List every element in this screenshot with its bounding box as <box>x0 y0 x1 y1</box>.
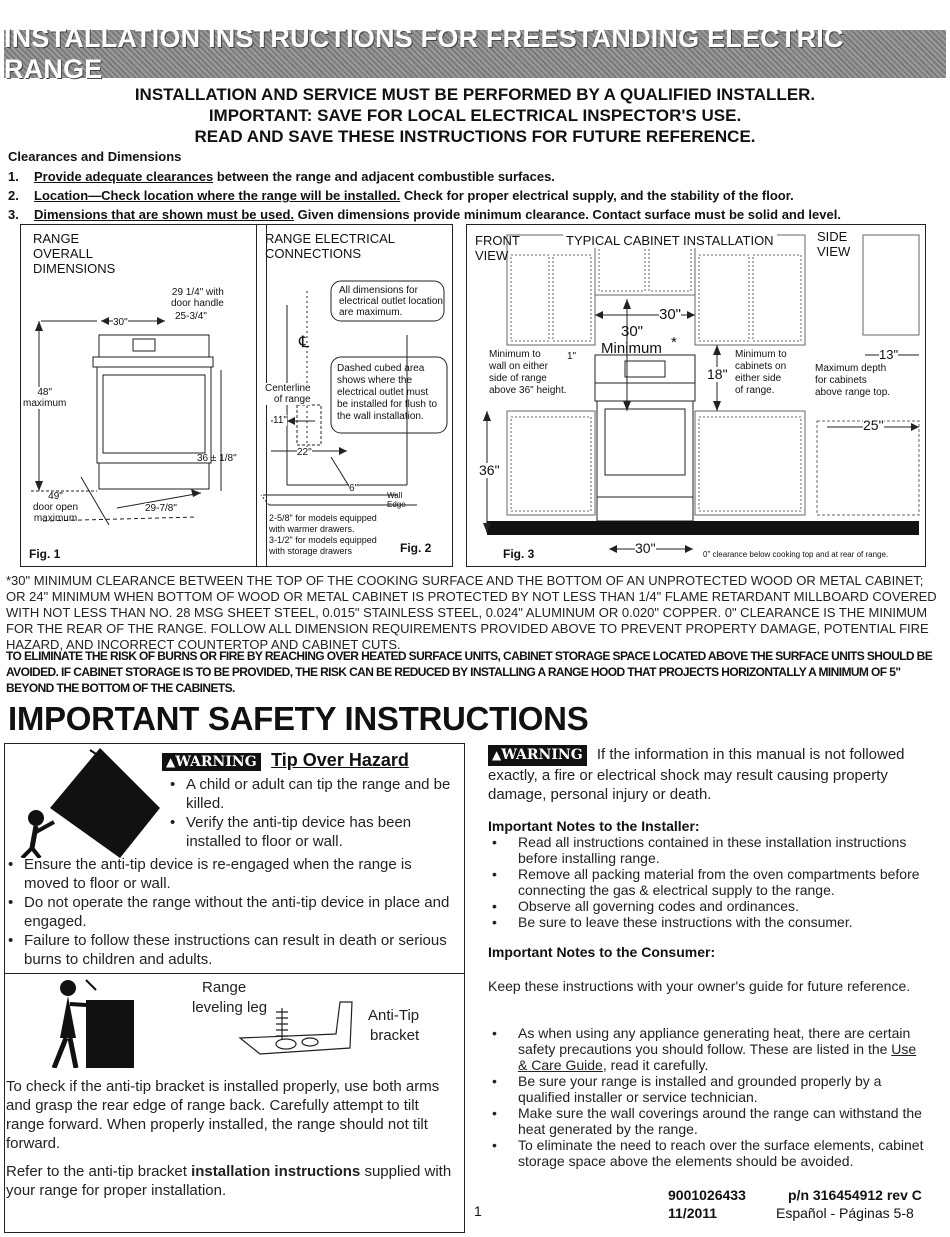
fig2-note2 <box>337 363 437 423</box>
label-line: Range <box>202 979 247 996</box>
dim-line: 49" <box>48 491 63 502</box>
consumer-note: • To eliminate the need to reach over the surface elements, cabinet storage space above the elements should be avoided. <box>488 1137 928 1169</box>
step-2 <box>8 186 841 205</box>
fig3-dim-1: 1" <box>567 351 577 362</box>
fig3-left-note <box>489 349 567 397</box>
note-line: for cabinets <box>815 375 867 386</box>
tip-bullets-bottom <box>6 855 458 969</box>
fig3-dim-13: 13" <box>879 347 899 362</box>
warning-word: WARNING <box>501 747 583 763</box>
tip-over-divider <box>4 973 465 974</box>
consumer-notes <box>488 944 928 960</box>
note-line: cabinets on <box>735 361 787 372</box>
spanish-pages: Español - Páginas 5-8 <box>776 1205 914 1221</box>
leveling-leg-label <box>192 978 267 1018</box>
step-text: Check for proper electrical supply, and the stability of the floor. <box>400 188 794 203</box>
anti-tip-refer-text <box>6 1162 458 1200</box>
fig2-wall-edge <box>387 491 406 509</box>
fig2-dim-6: 6" <box>349 483 359 494</box>
anti-tip-label <box>368 1006 419 1046</box>
note-line: of range. <box>735 385 775 396</box>
fig3-dim-25: 25" <box>863 417 884 433</box>
keep-instructions: Keep these instructions with your owner's guide for future reference. <box>488 978 911 994</box>
step-text: between the range and adjacent combustible surfaces. <box>213 169 555 184</box>
note-line: above range top. <box>815 387 891 398</box>
anti-tip-check-text: To check if the anti-tip bracket is installed properly, use both arms and grasp the rear edge of range back. Carefully attempt to tilt range forward. When properly installed, the range should not tilt forward. <box>6 1078 440 1152</box>
note-line: 2-5/8" for models equipped <box>269 513 377 523</box>
tip-bullets-top <box>168 775 458 851</box>
note-line: electrical outlet must <box>337 387 429 398</box>
warning-word: WARNING <box>175 754 257 770</box>
note-line: with warmer drawers. <box>269 524 355 534</box>
warning-badge <box>162 753 261 771</box>
dim-line: 48" <box>37 387 53 398</box>
centerline-symbol: ℄ <box>299 334 310 351</box>
note-line: Edge <box>387 500 406 509</box>
fig2-models-note <box>269 513 377 557</box>
fig1-title-line: RANGE <box>33 231 80 246</box>
fig2-label: Fig. 2 <box>400 541 432 555</box>
note-line: of range <box>273 394 311 405</box>
fig1-width-25: 25-3/4" <box>175 311 207 322</box>
note-line: either side <box>735 373 782 384</box>
risk-paragraph: TO ELIMINATE THE RISK OF BURNS OR FIRE BY REACHING OVER HEATED SURFACE UNITS, CABINET STORAGE SPACE LOCATED ABOVE THE SURFACE UNITS SHOULD BE AVOIDED. IF CABINET STORAGE IS TO BE PROVIDED, THE RISK CAN BE REDUCED BY INSTALLING A RANGE HOOD THAT PROJECTS HORIZONTALLY A MINIMUM OF 5" BEYOND THE BOTTOM OF THE CABINETS. <box>6 649 933 695</box>
figure-1 <box>20 224 267 567</box>
tip-bullet: • Failure to follow these instructions can result in death or serious burns to children and adults. <box>6 931 458 969</box>
tip-over-title: Tip Over Hazard <box>271 750 409 770</box>
note-line: above 36" height. <box>489 385 567 396</box>
step-text: Given dimensions provide minimum clearance. Contact surface must be solid and level. <box>294 207 841 222</box>
dim-line: door open <box>33 502 79 513</box>
note-line: with storage drawers <box>269 546 353 556</box>
tip-warning-header <box>162 750 409 771</box>
installer-note: • Observe all governing codes and ordinances. <box>488 898 928 914</box>
fig1-width-30: 30" <box>113 317 128 328</box>
figure-3 <box>466 224 926 567</box>
figure-2 <box>256 224 453 567</box>
warning-text: exactly, a fire or electrical shock may result causing property damage, personal injury or death. <box>488 767 888 803</box>
consumer-note: • Make sure the wall coverings around the range can withstand the heat generated by the range. <box>488 1105 928 1137</box>
heading-3: READ AND SAVE THESE INSTRUCTIONS FOR FUTURE REFERENCE. <box>194 127 756 146</box>
dim-line: Minimum <box>601 340 662 357</box>
warning-text: If the information in this manual is not followed <box>596 746 905 763</box>
fig1-height-36: 36 ± 1/8" <box>197 453 237 464</box>
step-num: 3. <box>8 207 19 222</box>
fig3-dim-30a: 30" <box>659 306 682 323</box>
warning-badge <box>488 745 587 766</box>
refer-text: supplied with your range for proper installation. <box>6 1163 452 1199</box>
fig2-title <box>265 231 395 261</box>
tip-bullet: • Ensure the anti-tip device is re-engaged when the range is moved to floor or wall. <box>6 855 458 893</box>
page-number: 1 <box>474 1203 482 1219</box>
warning-paragraph <box>488 745 928 804</box>
note-line: Minimum to <box>735 349 787 360</box>
fig3-title: TYPICAL CABINET INSTALLATION <box>563 233 777 248</box>
note-line: Dashed cubed area <box>337 363 425 374</box>
tip-bullet: • Do not operate the range without the anti-tip device in place and engaged. <box>6 893 458 931</box>
fig1-depth: 29-7/8" <box>145 503 177 514</box>
step-3 <box>8 205 841 224</box>
fig3-depth-note <box>815 363 890 399</box>
installer-note: • Be sure to leave these instructions with the consumer. <box>488 914 928 930</box>
fig1-handle-note <box>171 287 224 309</box>
tip-bullet: • Verify the anti-tip device has been installed to floor or wall. <box>168 813 458 851</box>
fig3-right-note <box>735 349 787 397</box>
tip-over-illustration <box>10 748 160 858</box>
note-line: be installed for flush to <box>337 399 438 410</box>
dim-line: maximum <box>23 398 67 409</box>
doc-code: 9001026433 <box>668 1187 746 1203</box>
view-line: FRONT <box>475 233 520 248</box>
fig3-side-view <box>817 229 850 259</box>
warning-triangle-icon: ▲ <box>166 755 176 769</box>
note-line: 29 1/4" with <box>171 287 224 298</box>
fig2-dim-11: 11" <box>273 415 287 426</box>
consumer-list <box>488 1025 928 1169</box>
clearances-title: Clearances and Dimensions <box>8 149 182 164</box>
label-line: Anti-Tip <box>368 1007 420 1024</box>
view-line: VIEW <box>817 244 851 259</box>
title-banner <box>4 23 946 84</box>
heading-2: IMPORTANT: SAVE FOR LOCAL ELECTRICAL INSPECTOR'S USE. <box>208 106 742 125</box>
fig1-title-line: DIMENSIONS <box>33 261 116 276</box>
step-1 <box>8 167 841 186</box>
note-line: 3-1/2" for models equipped <box>269 535 377 545</box>
safety-title: IMPORTANT SAFETY INSTRUCTIONS <box>8 700 589 737</box>
consumer-note <box>488 1025 928 1073</box>
view-line: VIEW <box>475 248 509 263</box>
label-line: leveling leg <box>192 999 268 1016</box>
steps-list <box>8 167 841 224</box>
fig3-dim-36: 36" <box>479 462 500 478</box>
step-underlined: Provide adequate clearances <box>34 169 214 184</box>
consumer-notes-title: Important Notes to the Consumer: <box>488 944 716 960</box>
fig3-min-30 <box>601 323 662 357</box>
banner-title: INSTALLATION INSTRUCTIONS FOR FREESTANDING ELECTRIC RANGE <box>4 23 844 84</box>
consumer-note: • Be sure your range is installed and grounded properly by a qualified installer or service technician. <box>488 1073 928 1105</box>
doc-date: 11/2011 <box>668 1205 718 1221</box>
fig3-front-view <box>475 233 520 263</box>
note-text: , read it carefully. <box>602 1057 709 1073</box>
note-line: the wall installation. <box>337 411 424 422</box>
refer-bold: installation instructions <box>191 1163 361 1180</box>
tip-bullet: • A child or adult can tip the range and be killed. <box>168 775 458 813</box>
part-number: p/n 316454912 rev C <box>788 1187 922 1203</box>
note-line: All dimensions for <box>339 285 418 296</box>
refer-text: Refer to the anti-tip bracket <box>6 1163 192 1180</box>
label-line: bracket <box>370 1027 420 1044</box>
fig2-note1 <box>339 285 443 318</box>
fig2-centerline <box>265 383 311 405</box>
clearance-paragraph: *30" MINIMUM CLEARANCE BETWEEN THE TOP OF THE COOKING SURFACE AND THE BOTTOM OF AN UNPROTECTED WOOD OR METAL CABINET; OR 24" MINIMUM WHEN BOTTOM OF WOOD OR METAL CABINET IS PROTECTED BY NOT LESS THAN 1/4" FLAME RETARDANT MILLBOARD COVERED WITH NOT LESS THAN NO. 28 MSG SHEET STEEL, 0.015" STAINLESS STEEL, 0.024" ALUMINUM OR 0.020" COPPER. 0" CLEARANCE IS THE MINIMUM FOR THE REAR OF THE RANGE. FOLLOW ALL DIMENSION REQUIREMENTS PROVIDED ABOVE TO PREVENT PROPERTY DAMAGE, POTENTIAL FIRE HAZARD, AND INCORRECT COUNTERTOP AND CABINET CUTS. <box>6 573 937 652</box>
step-num: 1. <box>8 169 19 184</box>
fig1-label: Fig. 1 <box>29 547 61 561</box>
fig1-title <box>33 231 115 276</box>
note-line: Wall <box>387 491 403 500</box>
note-text: As when using any appliance generating heat, there are certain safety precautions you should follow. These are listed in the <box>518 1025 911 1057</box>
note-line: Centerline <box>265 383 311 394</box>
view-line: SIDE <box>817 229 848 244</box>
note-line: shows where the <box>337 375 413 386</box>
fig3-label: Fig. 3 <box>503 547 535 561</box>
installer-notes <box>488 818 928 930</box>
fig2-dim-22: 22" <box>297 447 312 458</box>
fig1-door-open <box>33 491 78 524</box>
note-line: electrical outlet location <box>339 296 443 307</box>
step-underlined: Dimensions that are shown must be used. <box>34 207 295 222</box>
note-line: Minimum to <box>489 349 541 360</box>
step-underlined: Location—Check location where the range will be installed. <box>34 188 401 203</box>
note-line: door handle <box>171 298 224 309</box>
fig2-title-line: RANGE ELECTRICAL <box>265 231 396 246</box>
note-line: side of range <box>489 373 547 384</box>
note-line: Maximum depth <box>815 363 887 374</box>
fig3-bottom-note: 0" clearance below cooking top and at rear of range. <box>703 550 889 559</box>
fig3-dim-30b: 30" <box>635 540 656 556</box>
fig1-height-48 <box>23 387 66 409</box>
installer-note: • Read all instructions contained in these installation instructions before installing range. <box>488 834 928 866</box>
step-num: 2. <box>8 188 19 203</box>
dim-line: maximum <box>33 513 78 524</box>
warning-triangle-icon: ▲ <box>492 748 502 762</box>
fig1-title-line: OVERALL <box>33 246 93 261</box>
headings <box>0 84 950 147</box>
installer-notes-title: Important Notes to the Installer: <box>488 818 700 834</box>
heading-1: INSTALLATION AND SERVICE MUST BE PERFORMED BY A QUALIFIED INSTALLER. <box>134 85 816 104</box>
note-line: wall on either <box>489 361 548 372</box>
fig3-dim-18: 18" <box>707 366 728 382</box>
use-care-guide-link[interactable]: Use & Care Guide <box>518 1041 917 1073</box>
installer-note: • Remove all packing material from the oven compartments before connecting the gas & electrical supply to the range. <box>488 866 928 898</box>
fig3-star: * <box>671 334 677 351</box>
dim-line: 30" <box>621 323 644 340</box>
fig2-title-line: CONNECTIONS <box>265 246 362 261</box>
note-line: are maximum. <box>339 307 403 318</box>
